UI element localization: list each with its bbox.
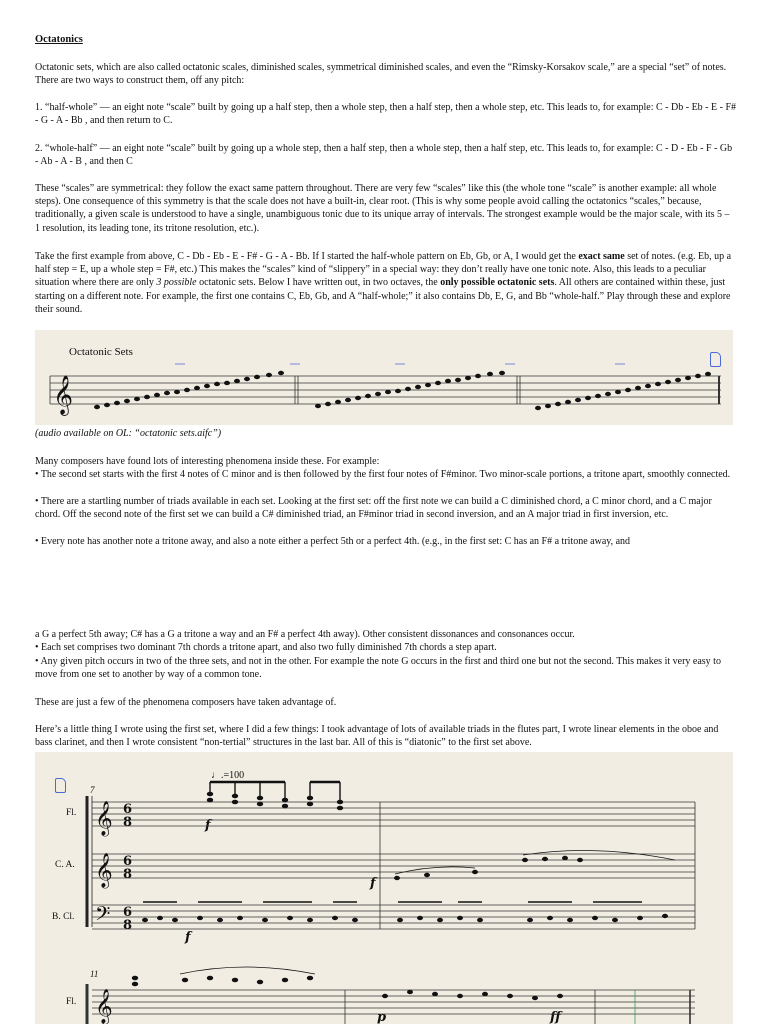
bullet-dominant-sevenths: • Each set comprises two dominant 7th chords a tritone apart, and also two fully diminished 7th chords a step apart. (35, 642, 497, 653)
dynamic-fortissimo: ff (550, 1010, 561, 1025)
bullet-tritone-part1: • Every note has another note a tritone away, and also a note either a perfect 5th or a perfect 4th. (e.g., in the first set: C has an F# a tritone away, and (35, 536, 631, 547)
bullet-tritone-part2: a G a perfect 5th away; C# has a G a tritone a way and an F# a perfect 4th away). Other consistent dissonances and consonances occur. (35, 629, 575, 640)
dynamic-forte-bass-clarinet: f (185, 930, 191, 945)
svg-text:8: 8 (123, 815, 133, 830)
svg-text:𝄞: 𝄞 (95, 853, 113, 888)
measure-number-11: 11 (90, 969, 99, 979)
intro-paragraph: Octatonic sets, which are also called octatonic scales, diminished scales, symmetrical diminished scales, and even the “Rimsky-Korsakov scale,” are a special “set” of notes. There are two ways to construct them, off any pitch: (35, 62, 727, 87)
document-title: Octatonics (35, 34, 83, 45)
dynamic-piano: p (377, 1010, 387, 1025)
sets-text-a: Take the first example from above, C - Db - Eb - E - F# - G - A - Bb. If I started the half-whole pattern on Eb, Gb, or A, I would get the (35, 251, 579, 262)
octatonic-sets-title: Octatonic Sets (69, 346, 133, 358)
sets-text-c: octatonic sets. Below I have written out, in two octaves, the (196, 277, 441, 289)
tempo-marking: ♩.=100 (211, 770, 245, 781)
dynamic-forte-english-horn: f (370, 876, 376, 891)
flute-label-system2: Fl. (66, 997, 77, 1007)
whole-half-item: 2. “whole-half” — an eight note “scale” built by going up a whole step, then a half step, then a whole step, then a half step, etc. This leads to, for example: C - D - Eb - F - Gb - Ab - A - B , and then C (35, 143, 733, 168)
measure-number-7: 7 (90, 785, 95, 795)
composition-paragraph: Here’s a little thing I wrote using the first set, where I did a few things: I took advantage of lots of available triads in the flutes part, I wrote linear elements in the oboe and bass clarinet, and then I wrote consistent “non-tertial” structures in the last bar. All of this is “diatonic” to the first set above. (35, 724, 719, 749)
sets-bold-exact-same: exact same (578, 251, 625, 262)
bullet-common-tone: • Any given pitch occurs in two of the three sets, and not in the other. For example the note G occurs in the first and third one but not the second. This makes it very easy to move from one set to another by way of a common tone. (35, 656, 721, 681)
svg-text:6: 6 (123, 905, 133, 920)
sets-bold-only-possible: only possible octatonic sets (440, 277, 555, 289)
phenomena-closing: These are just a few of the phenomena composers have taken advantage of. (35, 697, 337, 708)
dynamic-forte-flute: f (205, 818, 211, 833)
bullet-minor-portions: • The second set starts with the first 4 notes of C minor and is then followed by the first four notes of F#minor. Two minor-scale portions, a tritone apart, smoothly connected. (35, 469, 731, 480)
svg-text:𝄞: 𝄞 (95, 989, 113, 1024)
svg-text:8: 8 (123, 918, 133, 933)
score-excerpt (35, 752, 733, 1024)
score-notation (35, 752, 733, 1024)
svg-text:𝄞: 𝄞 (95, 801, 113, 836)
octatonic-sets-figure (35, 330, 733, 425)
half-whole-item: 1. “half-whole” — an eight note “scale” built by going up a half step, then a whole step, then a half step, then a whole step, etc. This leads to, for example: C - Db - Eb - E - F# - G - A - Bb , and then return to C. (35, 102, 737, 127)
bass-clarinet-label: B. Cl. (52, 912, 75, 922)
flute-label: Fl. (66, 808, 77, 818)
sets-text-b: set of notes. (e.g. Eb, up a half step = E, up a whole step = F#, etc.) This makes the “scales” kind of “slippery” in a special way: they don’t really have one tonic note. Also, this leads to a peculiar situation where there are only (35, 251, 732, 289)
phenomena-intro: Many composers have found lots of interesting phenomena inside these. For example: (35, 456, 380, 467)
svg-text:8: 8 (123, 867, 133, 882)
audio-caption: (audio available on OL: “octatonic sets.aifc”) (35, 428, 222, 439)
svg-text:6: 6 (123, 854, 133, 869)
symmetry-paragraph: These “scales” are symmetrical: they follow the exact same pattern throughout. There are very few “scales” like this (the whole tone “scale” is another example: all whole steps). One consequence of this symmetry is that the scale does not have a built-in, clear root. (This is why some people avoid calling the octatonics “scales,” because, traditionally, a given scale is understood to have a single, unambiguous tonic due to its unique array of intervals. The strongest example would be the major scale, with its 5 – 1 resolution, its leading tone, its tritone resolution, etc.). (35, 183, 730, 234)
bullet-triads: • There are a startling number of triads available in each set. Looking at the first set: off the first note we can build a C diminished chord, a C minor chord, and a C major chord. Off the second note of the first set we can build a C# diminished triad, an F#minor triad in second inversion, and an A major triad in first inversion, etc. (35, 496, 712, 521)
svg-text:𝄢: 𝄢 (95, 902, 111, 930)
english-horn-label: C. A. (55, 860, 75, 870)
sets-text-d: . All others are contained within these, just starting on a different note. For example, the first one contains C, Eb, Gb, and A “half-whole;” it also contains Db, E, G, and Bb “whole-half.” Play through these and explore their sound. (35, 277, 731, 315)
sets-italic-3-possible: 3 possible (156, 277, 197, 289)
sets-paragraph (35, 250, 737, 316)
octatonic-staff (35, 330, 733, 425)
svg-text:𝄞: 𝄞 (53, 375, 74, 415)
svg-text:6: 6 (123, 802, 133, 817)
